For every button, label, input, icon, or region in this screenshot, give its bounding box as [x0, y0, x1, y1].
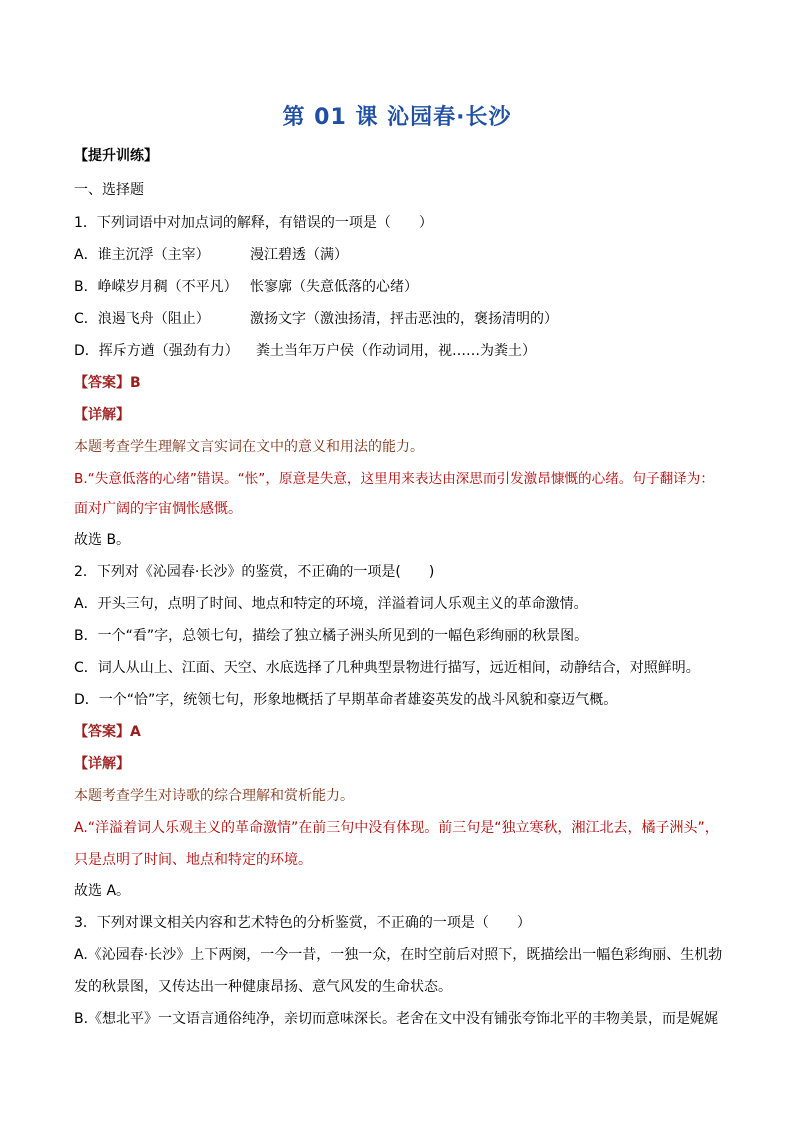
option-text: 怅寥廓（失意低落的心绪） [250, 279, 418, 295]
question-3-stem: 3．下列对课文相关内容和艺术特色的分析鉴赏，不正确的一项是（ ） [74, 915, 531, 931]
question-2-option-c: C．词人从山上、江面、天空、水底选择了几种典型景物进行描写，远近相间，动静结合，对照鲜明。 [74, 660, 700, 676]
conclusion-text: 故选 A。 [74, 883, 131, 899]
answer-label: 【答案】A [74, 724, 141, 740]
option-text: A．谁主沉浮（主宰） [74, 247, 210, 263]
question-1-option-a [74, 245, 348, 265]
option-text: 漫江碧透（满） [250, 247, 348, 263]
analysis-line: B.“失意低落的心绪”错误。“怅”，原意是失意，这里用来表达由深思而引发激昂慷慨的心绪。句子翻译为： [74, 471, 714, 487]
question-1-option-b [74, 277, 418, 297]
option-text: 粪土当年万户侯（作动词用，视……为粪土） [256, 343, 536, 359]
question-1-option-d [74, 341, 536, 361]
question-2-stem: 2．下列对《沁园春·长沙》的鉴赏，不正确的一项是( ) [74, 564, 435, 580]
question-3-option-a-line: A.《沁园春·长沙》上下两阕，一今一昔，一独一众，在时空前后对照下，既描绘出一幅色彩绚丽、生机勃 [74, 947, 723, 963]
question-2-option-b: B．一个“看”字，总领七句，描绘了独立橘子洲头所见到的一幅色彩绚丽的秋景图。 [74, 628, 589, 644]
analysis-line: A.“洋溢着词人乐观主义的革命激情”在前三句中没有体现。前三句是“独立寒秋，湘江北去，橘子洲头”， [74, 820, 719, 836]
question-3-option-b-line: B.《想北平》一文语言通俗纯净，亲切而意味深长。老舍在文中没有铺张夸饰北平的丰物美景，而是娓娓 [74, 1011, 719, 1027]
conclusion-text: 故选 B。 [74, 532, 131, 548]
explanation-text: 本题考查学生理解文言实词在文中的意义和用法的能力。 [74, 439, 424, 455]
question-1-stem: 1．下列词语中对加点词的解释，有错误的一项是（ ） [74, 215, 433, 231]
section-heading: 一、选择题 [74, 182, 144, 198]
question-2-option-a: A．开头三句，点明了时间、地点和特定的环境，洋溢着词人乐观主义的革命激情。 [74, 596, 588, 612]
detail-label: 【详解】 [74, 756, 130, 772]
analysis-line: 面对广阔的宇宙惆怅感慨。 [74, 501, 242, 517]
analysis-line: 只是点明了时间、地点和特定的环境。 [74, 852, 312, 868]
question-1-option-c [74, 309, 558, 329]
answer-label: 【答案】B [74, 375, 141, 391]
question-3-option-a-line: 发的秋景图，又传达出一种健康昂扬、意气风发的生命状态。 [74, 979, 452, 995]
option-text: 激扬文字（激浊扬清，抨击恶浊的，褒扬清明的） [250, 311, 558, 327]
option-text: B．峥嵘岁月稠（不平凡） [74, 279, 238, 295]
explanation-text: 本题考查学生对诗歌的综合理解和赏析能力。 [74, 788, 354, 804]
option-text: C．浪遏飞舟（阻止） [74, 311, 210, 327]
detail-label: 【详解】 [74, 407, 130, 423]
section-tag: 【提升训练】 [74, 148, 158, 164]
page-title: 第 01 课 沁园春·长沙 [282, 105, 512, 130]
question-2-option-d: D．一个“恰”字，统领七句，形象地概括了早期革命者雄姿英发的战斗风貌和豪迈气概。 [74, 692, 618, 708]
option-text: D．挥斥方遒（强劲有力） [74, 343, 239, 359]
